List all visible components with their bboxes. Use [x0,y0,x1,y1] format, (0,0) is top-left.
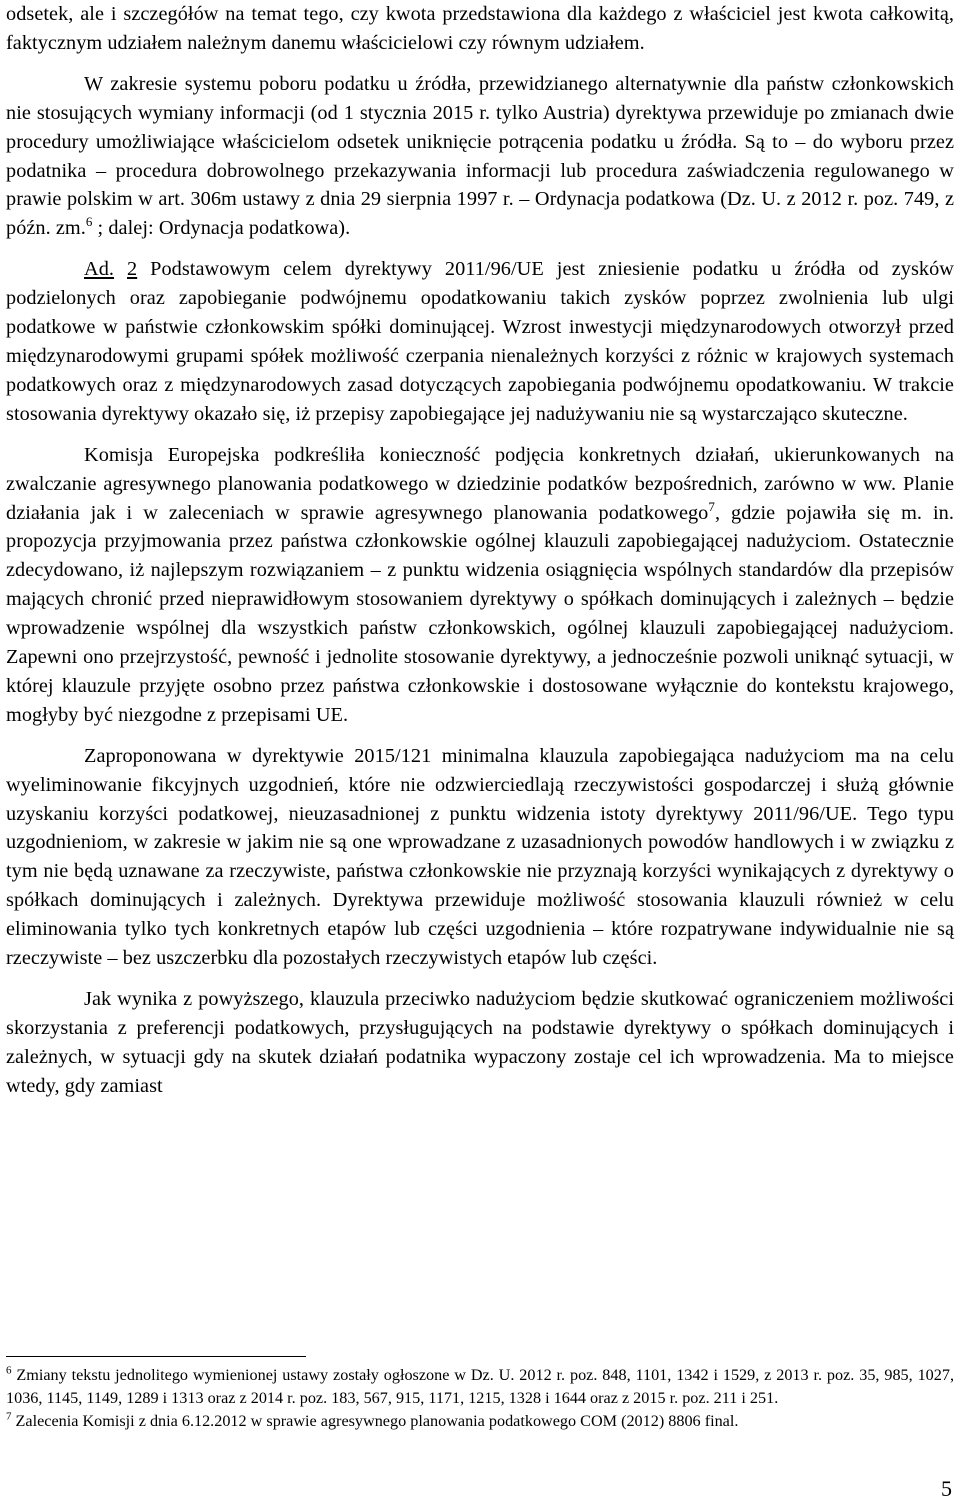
footnote-text: Zalecenia Komisji z dnia 6.12.2012 w sprawie agresywnego planowania podatkowego COM (2012) 8806 final. [11,1412,739,1431]
footnote-6 [6,1364,954,1410]
paragraph-2-text: W zakresie systemu poboru podatku u źródła, przewidzianego alternatywnie dla państw członkowskich nie stosujących wymiany informacji (od 1 stycznia 2015 r. tylko Austria) dyrektywa przewiduje po zmianach dwie procedury umożliwiające właścicielom odsetek uniknięcie potrącenia podatku u źródła. Są to – do wyboru przez podatnika – procedura dobrowolnego przekazywania informacji lub procedura zaświadczenia regulowanego w prawie polskim w art. 306m ustawy z dnia 29 sierpnia 1997 r. – Ordynacja podatkowa (Dz. U. z 2012 r. poz. 749, z późn. zm. [6,72,954,240]
footnote-ref-7[interactable]: 7 [708,498,715,514]
footnote-number: 6 [6,1364,12,1377]
paragraph-6: Jak wynika z powyższego, klauzula przeciwko nadużyciom będzie skutkować ograniczeniem możliwości skorzystania z preferencji podatkowych, przysługujących na podstawie dyrektywy o spółkach dominujących i zależnych, w sytuacji gdy na skutek działań podatnika wypaczony zostaje cel ich wprowadzenia. Ma to miejsce wtedy, gdy zamiast [6,988,954,1097]
paragraph-5: Zaproponowana w dyrektywie 2015/121 minimalna klauzula zapobiegająca nadużyciom ma na celu wyeliminowanie fikcyjnych uzgodnień, które nie odzwierciedlają rzeczywistości gospodarczej i służą głównie uzyskaniu korzyści podatkowej, nieuzasadnionej z punktu widzenia istoty dyrektywy 2011/96/UE. Tego typu uzgodnieniom, w zakresie w jakim nie są one wprowadzane z uzasadnionych powodów handlowych i w związku z tym nie będą uznawane za rzeczywiste, państwa członkowskie nie przyznają korzyści wynikających z dyrektywy o spółkach dominujących i zależnych. Dyrektywa przewiduje możliwość stosowania klauzuli również w celu eliminowania tylko tych konkretnych etapów lub części uzgodnienia – które rozpatrywane indywidualnie nie są rzeczywiste – bez uszczerbku dla pozostałych rzeczywistych etapów lub części. [6,744,954,970]
body-text [6,0,954,1101]
footnote-separator [6,1356,306,1357]
paragraph-3-text: Podstawowym celem dyrektywy 2011/96/UE jest zniesienie podatku u źródła od zysków podzielonych oraz zapobieganie podwójnemu opodatkowaniu takich zysków poprzez zwolnienia lub ulgi podatkowe w państwie członkowskim spółki dominującej. Wzrost inwestycji międzynarodowych otworzył przed międzynarodowymi grupami spółek możliwość czerpania nienależnych korzyści z różnic w krajowych systemach podatkowych oraz z międzynarodowych zasad dotyczących zapobiegania podwójnemu opodatkowaniu. W trakcie stosowania dyrektywy okazało się, iż przepisy zapobiegające jej nadużywaniu nie są wystarczająco skuteczne. [6,258,954,425]
footnote-number: 7 [6,1411,12,1424]
page-number: 5 [941,1476,952,1501]
paragraph-4-text-end: , gdzie pojawiła się m. in. propozycja przyjmowania przez państwa członkowskie ogólnej klauzuli zapobiegającej nadużyciom. Ostatecznie zdecydowano, iż najlepszym rozwiązaniem – z punktu widzenia osiągnięcia wspólnych standardów dla przepisów mających chronić przed nieprawidłowym stosowaniem dyrektywy o spółkach dominujących i zależnych – będzie wprowadzenie wspólnej dla wszystkich państw członkowskich, ogólnej klauzuli zapobiegającej nadużyciom. Zapewni ono przejrzystość, pewność i jednolite stosowanie dyrektywy, a jednocześnie pozwoli uniknąć sytuacji, w której klauzule przyjęte osobno przez państwa członkowskie i dostosowane wyłącznie do kontekstu krajowego, mogłyby być niezgodne z przepisami UE. [6,501,954,726]
paragraph-4-text: Komisja Europejska podkreśliła konieczność podjęcia konkretnych działań, ukierunkowanych na zwalczanie agresywnego planowania podatkowego w dziedzinie podatków bezpośrednich, zarówno w ww. Planie działania jak i w zaleceniach w sprawie agresywnego planowania podatkowego [6,443,954,524]
paragraph-1: odsetek, ale i szczegółów na temat tego, czy kwota przedstawiona dla każdego z właściciel jest kwota całkowitą, faktycznym udziałem należnym danemu właścicielowi czy równym udziałem. [6,3,954,54]
footnotes [6,1364,954,1434]
paragraph-2-text-end: ; dalej: Ordynacja podatkowa). [92,217,351,240]
paragraph-4 [6,441,954,730]
ad-number: 2 [126,258,138,281]
footnote-7 [6,1410,954,1433]
footnote-text: Zmiany tekstu jednolitego wymienionej ustawy zostały ogłoszone w Dz. U. 2012 r. poz. 848, 1101, 1342 i 1529, z 2013 r. poz. 35, 985, 1027, 1036, 1145, 1149, 1289 i 1313 oraz z 2014 r. poz. 183, 567, 915, 1171, 1215, 1328 i 1644 oraz z 2015 r. poz. 211 i 251. [6,1366,954,1408]
paragraph-2 [6,70,954,243]
ad-label: Ad. [84,258,115,281]
footnote-ref-6[interactable]: 6 [85,214,93,230]
paragraph-3 [6,255,954,428]
